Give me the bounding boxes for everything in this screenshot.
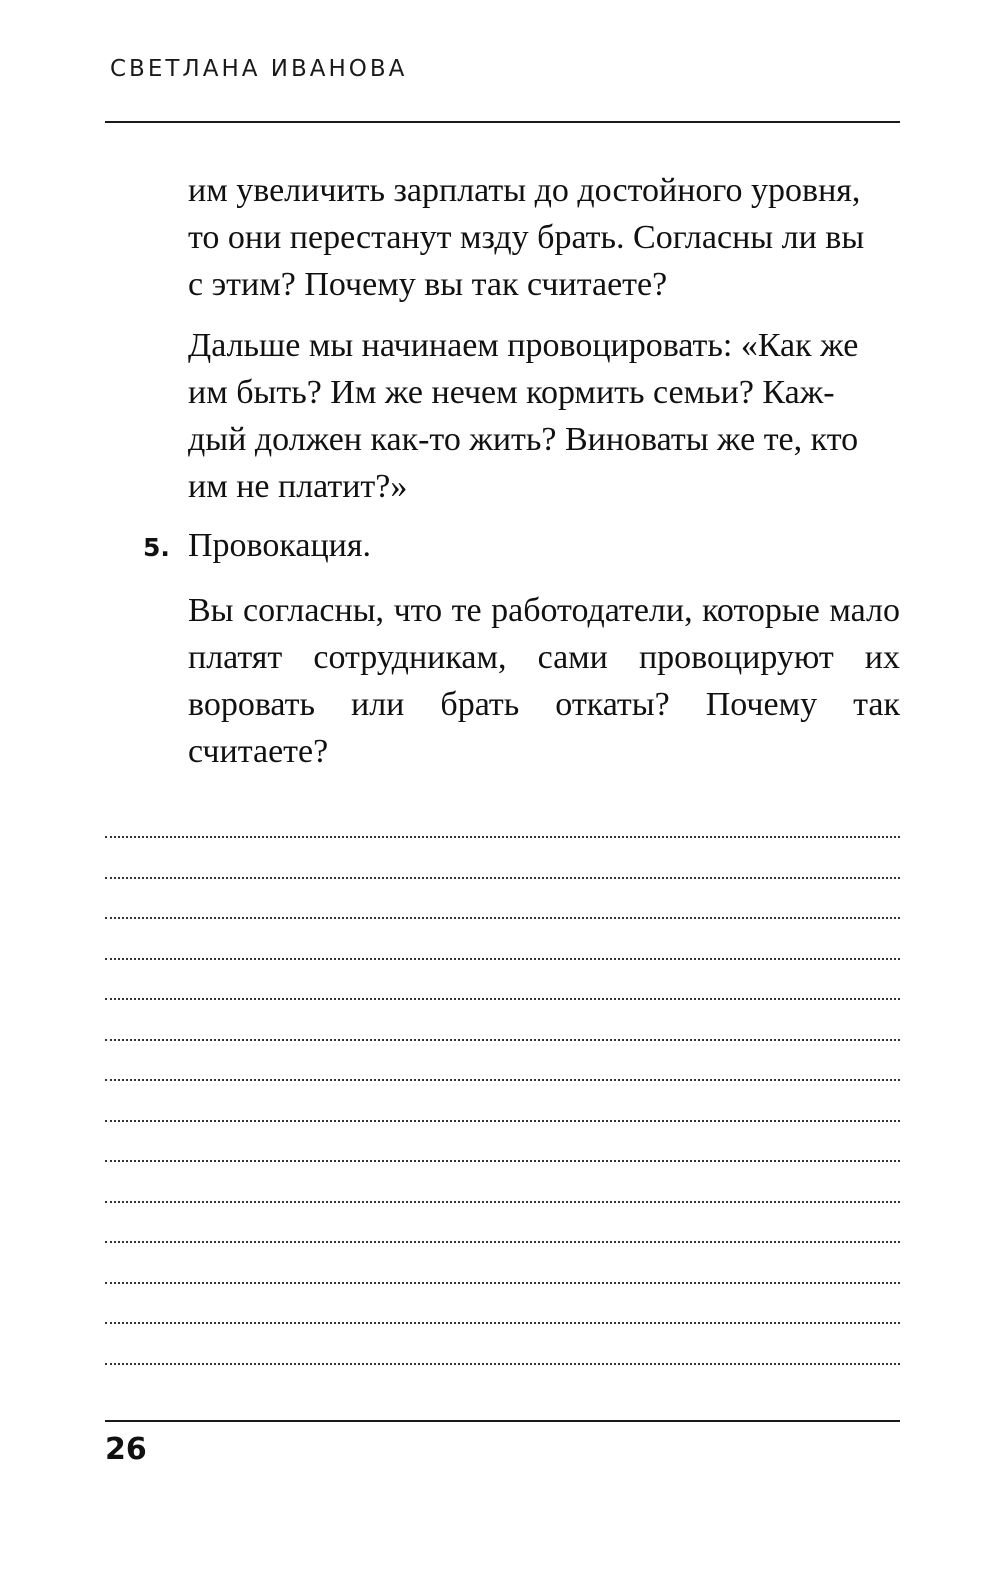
footer-rule [105,1420,900,1422]
list-item-number: 5. [143,533,170,562]
answer-line [105,1120,900,1161]
answer-line [105,917,900,958]
answer-line [105,1241,900,1282]
answer-line [105,1039,900,1080]
answer-line [105,1079,900,1120]
answer-line [105,1363,900,1404]
answer-line [105,1282,900,1323]
answer-line [105,877,900,918]
running-head-author: СВЕТЛАНА ИВАНОВА [110,56,408,82]
answer-line [105,1160,900,1201]
body-paragraph: Вы согласны, что те работодатели, которые мало платят сотрудникам, сами провоцируют их воровать или брать откаты? Почему так считаете? [188,592,900,770]
answer-line [105,1322,900,1363]
list-item-label: Провокация. [188,527,371,564]
answer-line [105,998,900,1039]
answer-lines [105,836,900,1403]
header-rule [105,121,900,123]
page-number: 26 [105,1432,147,1467]
numbered-list-item [143,522,371,571]
body-paragraph: им увеличить зарплаты до достойного уровня, то они перестанут мзду брать. Согласны ли вы с этим? Почему вы так считаете? [188,172,865,303]
answer-line [105,958,900,999]
body-paragraph: Дальше мы начинаем провоцировать: «Как же им быть? Им же нечем кормить семьи? Каж- дый должен как-то жить? Виноваты же те, кто им не платит?» [188,327,859,505]
answer-line [105,1201,900,1242]
answer-line [105,836,900,877]
